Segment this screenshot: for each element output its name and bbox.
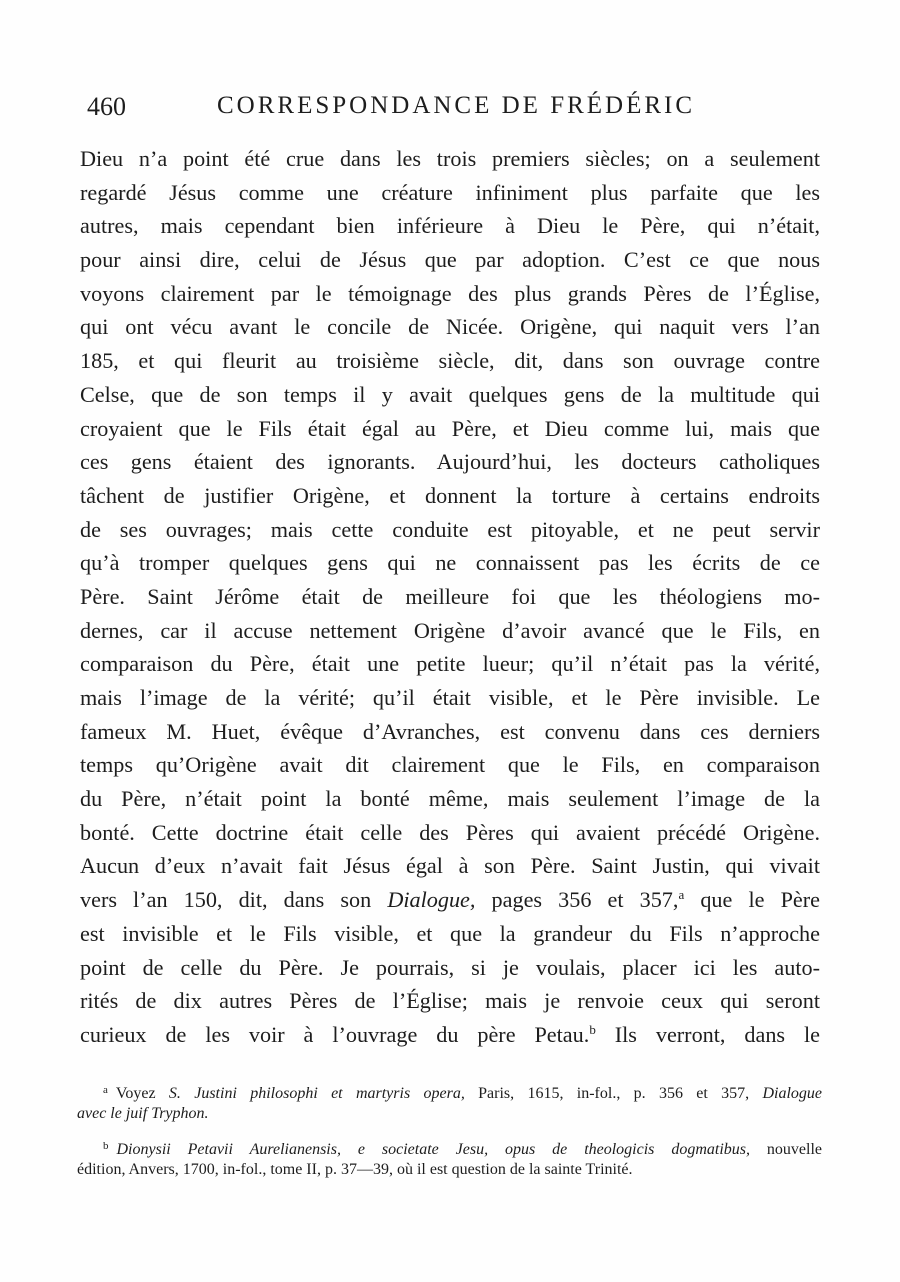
- running-head: CORRESPONDANCE DE FRÉDÉRIC: [217, 92, 696, 119]
- footnote-line: édition, Anvers, 1700, in-fol., tome II, p. 37—39, où il est question de la sainte Trinité.: [77, 1161, 633, 1178]
- text-line: autres, mais cependant bien inférieure à Dieu le Père, qui n’était,: [80, 213, 820, 239]
- footnote-marker-a[interactable]: a: [678, 887, 685, 903]
- text-line: ces gens étaient des ignorants. Aujourd’hui, les docteurs catholiques: [80, 449, 820, 475]
- text-line: 185, et qui fleurit au troisième siècle, dit, dans son ouvrage contre: [80, 348, 820, 374]
- text-line: qui ont vécu avant le concile de Nicée. Origène, qui naquit vers l’an: [80, 314, 820, 340]
- footnotes: [77, 1080, 822, 1192]
- footnote-b: [77, 1136, 822, 1180]
- text-line: comparaison du Père, était une petite lueur; qu’il n’était pas la vérité,: [80, 651, 820, 677]
- text-line: tâchent de justifier Origène, et donnent la torture à certains endroits: [80, 482, 820, 508]
- line-text: pages 356 et 357,: [475, 887, 679, 913]
- text-line: Celse, que de son temps il y avait quelques gens de la multitude qui: [80, 381, 820, 407]
- footnote-line: [77, 1104, 822, 1124]
- footnote-title: Dionysii Petavii Aurelianensis, e societate Jesu, opus de theologicis dogmatibus,: [116, 1141, 750, 1158]
- footnote-text: nouvelle: [750, 1141, 823, 1158]
- text-line: rités de dix autres Pères de l’Église; mais je renvoie ceux qui seront: [80, 988, 820, 1014]
- text-line: Dieu n’a point été crue dans les trois premiers siècles; on a seulement: [80, 146, 820, 171]
- text-line: dernes, car il accuse nettement Origène d’avoir avancé que le Fils, en: [80, 617, 820, 643]
- text-line: temps qu’Origène avait dit clairement que le Fils, en comparaison: [80, 752, 820, 778]
- line-text: curieux de les voir à l’ouvrage du père Petau.: [80, 1021, 590, 1047]
- text-line: voyons clairement par le témoignage des plus grands Pères de l’Église,: [80, 280, 820, 306]
- footnote-title: S. Justini philosophi et martyris opera,: [168, 1085, 465, 1102]
- page-number: 460: [87, 92, 126, 121]
- page-header: [87, 92, 817, 132]
- text-line: est invisible et le Fils visible, et que la grandeur du Fils n’approche: [80, 920, 820, 946]
- text-line: Père. Saint Jérôme était de meilleure foi que les théologiens mo-: [80, 583, 820, 609]
- text-line: bonté. Cette doctrine était celle des Pères qui avaient précédé Origène.: [80, 819, 820, 845]
- text-line-with-footnote-a: [80, 883, 820, 917]
- footnote-a: [77, 1080, 822, 1124]
- text-line: pour ainsi dire, celui de Jésus que par adoption. C’est ce que nous: [80, 247, 820, 273]
- text-line: croyaient que le Fils était égal au Père, et Dieu comme lui, mais que: [80, 415, 820, 441]
- footnote-line: [77, 1136, 822, 1160]
- footnote-marker-b[interactable]: b: [589, 1021, 596, 1037]
- text-line: qu’à tromper quelques gens qui ne connaissent pas les écrits de ce: [80, 550, 820, 576]
- text-line-with-footnote-b: [80, 1018, 820, 1052]
- footnote-a-marker: a: [103, 1084, 108, 1096]
- text-line: mais l’image de la vérité; qu’il était visible, et le Père invisible. Le: [80, 685, 820, 710]
- text-line: point de celle du Père. Je pourrais, si je voulais, placer ici les auto-: [80, 954, 820, 980]
- text-line: regardé Jésus comme une créature infiniment plus parfaite que les: [80, 179, 820, 205]
- body-text: [80, 142, 820, 1052]
- footnote-b-marker: b: [103, 1140, 109, 1152]
- text-line: de ses ouvrages; mais cette conduite est pitoyable, et ne peut servir: [80, 516, 820, 542]
- footnote-title: avec le juif Tryphon.: [77, 1105, 209, 1122]
- line-text: que le Père: [684, 887, 820, 913]
- text-line: Aucun d’eux n’avait fait Jésus égal à son Père. Saint Justin, qui vivait: [80, 853, 820, 879]
- text-line: fameux M. Huet, évêque d’Avranches, est convenu dans ces derniers: [80, 718, 820, 744]
- footnote-title: Dialogue: [762, 1085, 823, 1102]
- text-line: du Père, n’était point la bonté même, mais seulement l’image de la: [80, 786, 820, 812]
- dialogue-title: Dialogue,: [387, 887, 476, 913]
- footnote-text: Voyez: [115, 1085, 169, 1102]
- footnote-line: [77, 1080, 822, 1104]
- line-text: vers l’an 150, dit, dans son: [80, 887, 388, 913]
- footnote-text: Paris, 1615, in-fol., p. 356 et 357,: [464, 1085, 763, 1102]
- line-text: Ils verront, dans le: [595, 1021, 820, 1047]
